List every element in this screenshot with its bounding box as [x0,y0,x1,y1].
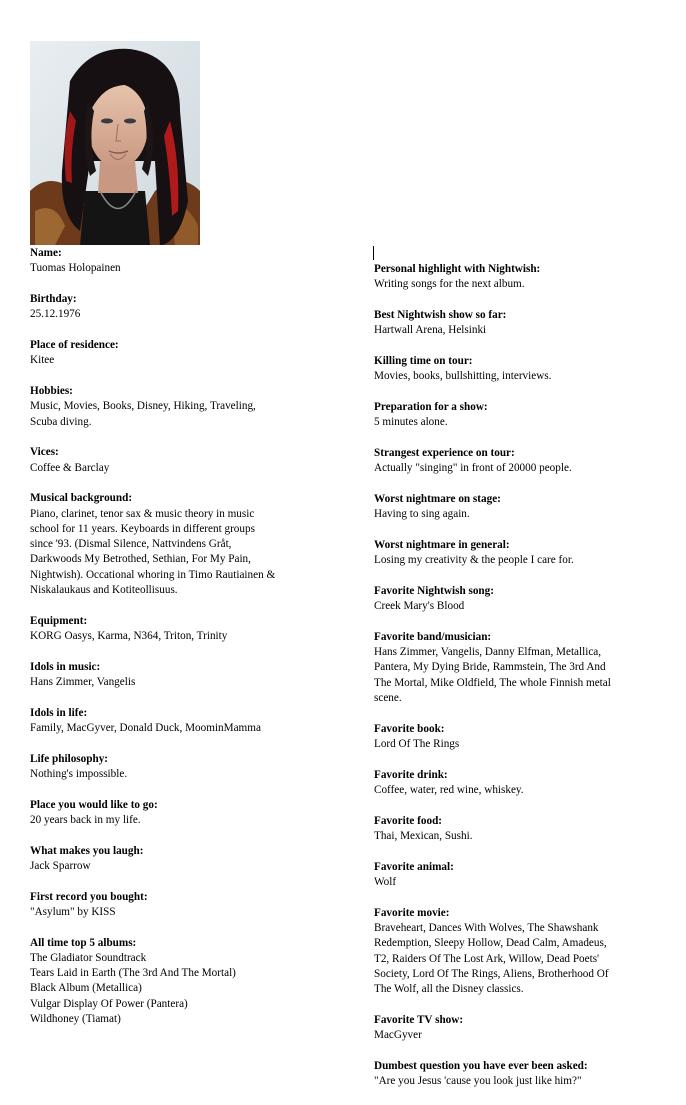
entry-label: Musical background: [30,492,133,505]
profile-entry [374,630,664,706]
entry-value: Music, Movies, Books, Disney, Hiking, Traveling, Scuba diving. [30,400,256,428]
profile-entry [374,906,664,998]
entry-value: Family, MacGyver, Donald Duck, MoominMamma [30,721,261,734]
entry-value: Losing my creativity & the people I care for. [374,554,574,567]
entry-label: Best Nightwish show so far: [374,308,507,321]
profile-entry [30,384,330,430]
entry-value: MacGyver [374,1029,422,1042]
profile-entry [30,292,330,323]
entry-label: Favorite band/musician: [374,630,492,643]
entry-value: Hartwall Arena, Helsinki [374,324,487,337]
profile-entry [374,308,664,339]
profile-entry [374,814,664,845]
profile-entry [30,752,330,783]
profile-entry [30,798,330,829]
profile-left-column [30,246,330,1043]
entry-label: Idols in life: [30,706,88,719]
profile-entry [374,262,664,293]
entry-label: Favorite food: [374,814,443,827]
entry-label: Name: [30,247,62,259]
profile-entry [374,584,664,615]
entry-label: Idols in music: [30,660,101,673]
entry-value: Having to sing again. [374,508,470,521]
profile-entry [374,492,664,523]
entry-label: First record you bought: [30,890,148,903]
profile-right-column [374,262,664,1105]
entry-label: Hobbies: [30,384,73,397]
portrait-photo-icon [30,41,200,245]
entry-value: Nothing's impossible. [30,767,128,780]
entry-value: Hans Zimmer, Vangelis [30,675,136,688]
entry-value: Creek Mary's Blood [374,600,465,613]
entry-value: Braveheart, Dances With Wolves, The Shawshank Redemption, Sleepy Hollow, Dead Calm, Amadeus, T2, Raiders Of The Lost Ark, Willow, Dead Poets' Society, Lord Of The Rings, Aliens, Brotherhood Of The Wolf, all the Disney classics. [374,921,609,996]
entry-label: Place you would like to go: [30,798,158,811]
entry-value: Tuomas Holopainen [30,262,121,275]
entry-label: Favorite movie: [374,906,450,919]
profile-entry [374,446,664,477]
entry-value: Coffee, water, red wine, whiskey. [374,784,524,797]
entry-label: Personal highlight with Nightwish: [374,263,541,275]
profile-entry [374,538,664,569]
profile-entry [30,445,330,476]
entry-value: Writing songs for the next album. [374,278,525,291]
entry-value: 20 years back in my life. [30,813,141,826]
entry-label: Favorite book: [374,722,445,735]
entry-label: Preparation for a show: [374,400,488,413]
entry-value: "Are you Jesus 'cause you look just like him?" [374,1075,582,1088]
entry-label: Killing time on tour: [374,354,473,367]
entry-label: Strangest experience on tour: [374,446,515,459]
entry-value: KORG Oasys, Karma, N364, Triton, Trinity [30,629,228,642]
profile-entry [30,614,330,645]
entry-value: Kitee [30,354,55,367]
profile-entry [374,1059,664,1090]
entry-value: Piano, clarinet, tenor sax & music theory in music school for 11 years. Keyboards in different groups since '93. (Dismal Silence, Nattvindens Gråt, Darkwoods My Betrothed, Sethian, For My Pain, Nightwish). Occational whoring in Timo Rautiainen & Niskalaukaus and Kotiteollisuus. [30,507,276,596]
entry-label: Worst nightmare in general: [374,538,510,551]
profile-entry [374,722,664,753]
entry-value: Jack Sparrow [30,859,91,872]
entry-value: Hans Zimmer, Vangelis, Danny Elfman, Metallica, Pantera, My Dying Bride, Rammstein, The 3rd And The Mortal, Mike Oldfield, The whole Finnish metal scene. [374,646,611,705]
profile-entry [30,844,330,875]
profile-entry [374,768,664,799]
entry-label: Life philosophy: [30,752,109,765]
entry-value: Actually "singing" in front of 20000 people. [374,462,572,475]
profile-entry [30,246,330,277]
entry-value: "Asylum" by KISS [30,905,116,918]
entry-value: Coffee & Barclay [30,461,110,474]
profile-entry [30,338,330,369]
entry-value: The Gladiator Soundtrack Tears Laid in Earth (The 3rd And The Mortal) Black Album (Metallica) Vulgar Display Of Power (Pantera) Wildhoney (Tiamat) [30,951,236,1026]
entry-value: 25.12.1976 [30,308,81,321]
profile-entry [30,491,330,598]
entry-label: What makes you laugh: [30,844,144,857]
entry-label: Favorite drink: [374,768,448,781]
profile-entry [30,660,330,691]
profile-entry [374,1013,664,1044]
profile-entry [30,706,330,737]
entry-value: 5 minutes alone. [374,416,448,429]
entry-value: Wolf [374,876,397,888]
entry-label: Favorite animal: [374,860,454,873]
entry-value: Movies, books, bullshitting, interviews. [374,370,552,383]
profile-entry [30,936,330,1028]
entry-label: All time top 5 albums: [30,936,137,949]
entry-label: Vices: [30,446,59,459]
profile-entry [374,354,664,385]
entry-value: Lord Of The Rings [374,738,460,751]
entry-label: Equipment: [30,614,88,627]
entry-label: Place of residence: [30,338,119,351]
entry-value: Thai, Mexican, Sushi. [374,830,473,843]
entry-label: Worst nightmare on stage: [374,492,501,505]
entry-label: Dumbest question you have ever been asked: [374,1059,588,1072]
entry-label: Favorite TV show: [374,1013,464,1026]
profile-entry [30,890,330,921]
profile-entry [374,400,664,431]
entry-label: Birthday: [30,292,77,305]
text-cursor [373,246,374,260]
entry-label: Favorite Nightwish song: [374,584,494,597]
profile-entry [374,860,664,891]
